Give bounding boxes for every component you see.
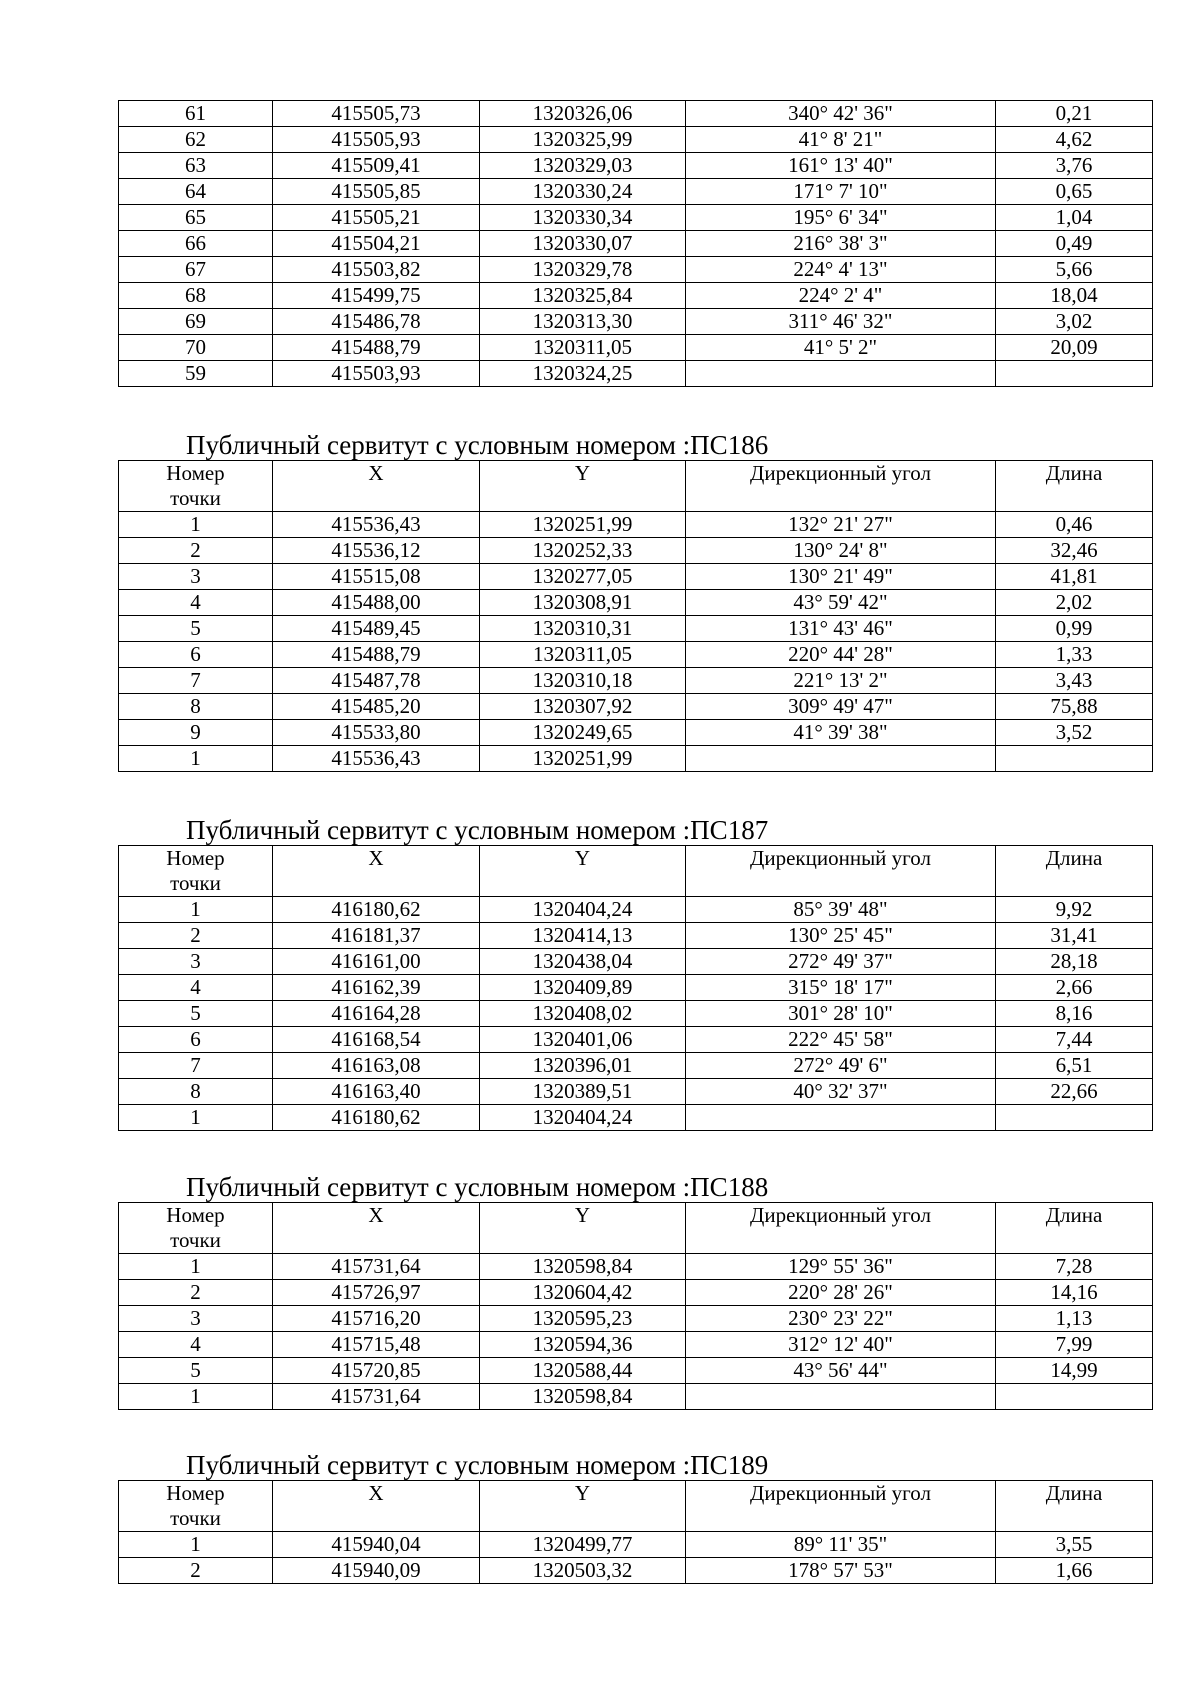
cell-point-number: 65 — [119, 205, 273, 231]
header-num-line1: Номер — [166, 1203, 225, 1227]
cell-x: 416168,54 — [273, 1027, 480, 1053]
cell-angle: 85° 39' 48" — [686, 897, 996, 923]
coordinates-table — [118, 1202, 1153, 1410]
section-ps188 — [118, 1172, 1153, 1410]
table-row — [119, 1254, 1153, 1280]
cell-x: 415505,85 — [273, 179, 480, 205]
cell-length: 0,21 — [996, 101, 1153, 127]
cell-x: 415485,20 — [273, 694, 480, 720]
section-title: Публичный сервитут с условным номером :ПС187 — [186, 815, 769, 845]
cell-y: 1320396,01 — [480, 1053, 686, 1079]
cell-point-number: 2 — [119, 1280, 273, 1306]
cell-length: 20,09 — [996, 335, 1153, 361]
cell-x: 415509,41 — [273, 153, 480, 179]
table-row — [119, 949, 1153, 975]
cell-point-number: 7 — [119, 668, 273, 694]
header-x: X — [273, 1481, 480, 1532]
table-row — [119, 257, 1153, 283]
table-row — [119, 746, 1153, 772]
cell-y: 1320330,34 — [480, 205, 686, 231]
cell-y: 1320329,78 — [480, 257, 686, 283]
cell-y: 1320401,06 — [480, 1027, 686, 1053]
cell-length: 0,99 — [996, 616, 1153, 642]
cell-point-number: 4 — [119, 1332, 273, 1358]
cell-angle: 312° 12' 40" — [686, 1332, 996, 1358]
table-row — [119, 283, 1153, 309]
cell-point-number: 62 — [119, 127, 273, 153]
cell-x: 415515,08 — [273, 564, 480, 590]
cell-length: 3,02 — [996, 309, 1153, 335]
coordinates-table — [118, 845, 1153, 1131]
cell-y: 1320404,24 — [480, 897, 686, 923]
cell-y: 1320307,92 — [480, 694, 686, 720]
header-num-line1: Номер — [166, 461, 225, 485]
cell-length: 7,44 — [996, 1027, 1153, 1053]
header-x: X — [273, 461, 480, 512]
cell-length: 7,99 — [996, 1332, 1153, 1358]
table-row — [119, 361, 1153, 387]
table-row — [119, 1358, 1153, 1384]
cell-y: 1320251,99 — [480, 746, 686, 772]
cell-y: 1320311,05 — [480, 335, 686, 361]
cell-point-number: 2 — [119, 1558, 273, 1584]
cell-length: 3,52 — [996, 720, 1153, 746]
cell-y: 1320249,65 — [480, 720, 686, 746]
cell-length: 1,66 — [996, 1558, 1153, 1584]
cell-x: 416180,62 — [273, 897, 480, 923]
cell-point-number: 6 — [119, 1027, 273, 1053]
cell-point-number: 1 — [119, 512, 273, 538]
cell-point-number: 63 — [119, 153, 273, 179]
cell-x: 416163,08 — [273, 1053, 480, 1079]
cell-angle: 309° 49' 47" — [686, 694, 996, 720]
cell-angle: 301° 28' 10" — [686, 1001, 996, 1027]
cell-point-number: 2 — [119, 923, 273, 949]
cell-angle: 272° 49' 37" — [686, 949, 996, 975]
cell-x: 415503,93 — [273, 361, 480, 387]
cell-x: 415536,12 — [273, 538, 480, 564]
cell-point-number: 8 — [119, 1079, 273, 1105]
section-ps187 — [118, 815, 1153, 1131]
header-x: X — [273, 1203, 480, 1254]
cell-point-number: 8 — [119, 694, 273, 720]
header-point-number — [119, 846, 273, 897]
cell-length — [996, 361, 1153, 387]
table-row — [119, 538, 1153, 564]
table-row — [119, 101, 1153, 127]
cell-x: 415533,80 — [273, 720, 480, 746]
table-header-row — [119, 461, 1153, 512]
cell-y: 1320310,18 — [480, 668, 686, 694]
cell-x: 415940,09 — [273, 1558, 480, 1584]
cell-angle — [686, 746, 996, 772]
cell-length: 5,66 — [996, 257, 1153, 283]
table-row — [119, 1306, 1153, 1332]
table-header-row — [119, 1203, 1153, 1254]
cell-angle: 41° 39' 38" — [686, 720, 996, 746]
cell-length: 1,13 — [996, 1306, 1153, 1332]
cell-x: 416181,37 — [273, 923, 480, 949]
cell-y: 1320325,84 — [480, 283, 686, 309]
cell-angle: 315° 18' 17" — [686, 975, 996, 1001]
cell-angle: 130° 25' 45" — [686, 923, 996, 949]
table-row — [119, 1558, 1153, 1584]
cell-x: 415720,85 — [273, 1358, 480, 1384]
cell-length: 9,92 — [996, 897, 1153, 923]
table-header-row — [119, 846, 1153, 897]
header-y: Y — [480, 1203, 686, 1254]
cell-angle: 222° 45' 58" — [686, 1027, 996, 1053]
section-title: Публичный сервитут с условным номером :ПС186 — [186, 430, 769, 460]
cell-x: 415731,64 — [273, 1254, 480, 1280]
cell-y: 1320414,13 — [480, 923, 686, 949]
table-continued-block — [118, 100, 1153, 387]
cell-angle: 224° 4' 13" — [686, 257, 996, 283]
cell-length: 22,66 — [996, 1079, 1153, 1105]
cell-length — [996, 746, 1153, 772]
cell-angle: 220° 28' 26" — [686, 1280, 996, 1306]
cell-x: 415504,21 — [273, 231, 480, 257]
cell-length: 31,41 — [996, 923, 1153, 949]
cell-y: 1320594,36 — [480, 1332, 686, 1358]
cell-y: 1320588,44 — [480, 1358, 686, 1384]
cell-point-number: 64 — [119, 179, 273, 205]
cell-angle: 220° 44' 28" — [686, 642, 996, 668]
header-num-line2: точки — [170, 871, 221, 895]
cell-length: 2,66 — [996, 975, 1153, 1001]
cell-y: 1320604,42 — [480, 1280, 686, 1306]
table-row — [119, 694, 1153, 720]
cell-point-number: 3 — [119, 1306, 273, 1332]
cell-length: 32,46 — [996, 538, 1153, 564]
cell-y: 1320313,30 — [480, 309, 686, 335]
cell-x: 415499,75 — [273, 283, 480, 309]
header-length: Длина — [996, 846, 1153, 897]
cell-point-number: 6 — [119, 642, 273, 668]
table-row — [119, 1280, 1153, 1306]
cell-y: 1320324,25 — [480, 361, 686, 387]
cell-y: 1320310,31 — [480, 616, 686, 642]
cell-point-number: 1 — [119, 1384, 273, 1410]
cell-length: 18,04 — [996, 283, 1153, 309]
cell-length: 3,43 — [996, 668, 1153, 694]
cell-x: 415731,64 — [273, 1384, 480, 1410]
coordinates-table-continued — [118, 100, 1153, 387]
table-row — [119, 1105, 1153, 1131]
cell-y: 1320326,06 — [480, 101, 686, 127]
cell-point-number: 69 — [119, 309, 273, 335]
cell-x: 416162,39 — [273, 975, 480, 1001]
cell-point-number: 61 — [119, 101, 273, 127]
cell-y: 1320308,91 — [480, 590, 686, 616]
cell-angle: 132° 21' 27" — [686, 512, 996, 538]
cell-point-number: 9 — [119, 720, 273, 746]
table-row — [119, 309, 1153, 335]
cell-length: 2,02 — [996, 590, 1153, 616]
cell-angle: 272° 49' 6" — [686, 1053, 996, 1079]
cell-length: 4,62 — [996, 127, 1153, 153]
cell-length: 1,33 — [996, 642, 1153, 668]
section-title: Публичный сервитут с условным номером :ПС189 — [186, 1450, 769, 1480]
cell-angle: 130° 24' 8" — [686, 538, 996, 564]
header-length: Длина — [996, 461, 1153, 512]
cell-length: 14,16 — [996, 1280, 1153, 1306]
header-x: X — [273, 846, 480, 897]
cell-point-number: 67 — [119, 257, 273, 283]
cell-length: 3,55 — [996, 1532, 1153, 1558]
header-num-line1: Номер — [166, 846, 225, 870]
cell-x: 416163,40 — [273, 1079, 480, 1105]
cell-x: 415503,82 — [273, 257, 480, 283]
coordinates-table — [118, 460, 1153, 772]
cell-x: 415505,73 — [273, 101, 480, 127]
cell-y: 1320252,33 — [480, 538, 686, 564]
cell-point-number: 1 — [119, 1105, 273, 1131]
cell-point-number: 70 — [119, 335, 273, 361]
cell-length: 7,28 — [996, 1254, 1153, 1280]
header-point-number — [119, 461, 273, 512]
cell-y: 1320404,24 — [480, 1105, 686, 1131]
cell-point-number: 1 — [119, 897, 273, 923]
cell-angle — [686, 361, 996, 387]
cell-point-number: 1 — [119, 746, 273, 772]
cell-x: 415716,20 — [273, 1306, 480, 1332]
header-point-number — [119, 1481, 273, 1532]
cell-y: 1320499,77 — [480, 1532, 686, 1558]
cell-y: 1320389,51 — [480, 1079, 686, 1105]
cell-x: 415489,45 — [273, 616, 480, 642]
table-row — [119, 179, 1153, 205]
header-num-line1: Номер — [166, 1481, 225, 1505]
cell-y: 1320595,23 — [480, 1306, 686, 1332]
cell-angle: 41° 8' 21" — [686, 127, 996, 153]
cell-angle: 43° 59' 42" — [686, 590, 996, 616]
table-row — [119, 923, 1153, 949]
header-y: Y — [480, 1481, 686, 1532]
cell-point-number: 4 — [119, 590, 273, 616]
cell-y: 1320503,32 — [480, 1558, 686, 1584]
coordinates-table — [118, 1480, 1153, 1584]
cell-length: 14,99 — [996, 1358, 1153, 1384]
cell-angle: 230° 23' 22" — [686, 1306, 996, 1332]
header-num-line2: точки — [170, 1228, 221, 1252]
cell-x: 416180,62 — [273, 1105, 480, 1131]
cell-y: 1320598,84 — [480, 1254, 686, 1280]
cell-x: 415505,93 — [273, 127, 480, 153]
cell-x: 415488,79 — [273, 642, 480, 668]
table-row — [119, 1001, 1153, 1027]
header-y: Y — [480, 846, 686, 897]
cell-angle: 89° 11' 35" — [686, 1532, 996, 1558]
cell-angle: 178° 57' 53" — [686, 1558, 996, 1584]
cell-angle: 195° 6' 34" — [686, 205, 996, 231]
cell-angle: 40° 32' 37" — [686, 1079, 996, 1105]
cell-y: 1320330,07 — [480, 231, 686, 257]
cell-angle: 216° 38' 3" — [686, 231, 996, 257]
cell-x: 415940,04 — [273, 1532, 480, 1558]
cell-angle — [686, 1384, 996, 1410]
header-angle: Дирекционный угол — [686, 846, 996, 897]
cell-angle: 43° 56' 44" — [686, 1358, 996, 1384]
cell-point-number: 66 — [119, 231, 273, 257]
section-ps189 — [118, 1450, 1153, 1584]
table-row — [119, 975, 1153, 1001]
cell-x: 415488,00 — [273, 590, 480, 616]
header-length: Длина — [996, 1203, 1153, 1254]
cell-point-number: 5 — [119, 1001, 273, 1027]
cell-x: 416164,28 — [273, 1001, 480, 1027]
table-row — [119, 153, 1153, 179]
cell-x: 416161,00 — [273, 949, 480, 975]
section-ps186 — [118, 430, 1153, 772]
cell-y: 1320409,89 — [480, 975, 686, 1001]
cell-angle — [686, 1105, 996, 1131]
cell-point-number: 3 — [119, 949, 273, 975]
header-num-line2: точки — [170, 486, 221, 510]
table-row — [119, 1027, 1153, 1053]
cell-y: 1320311,05 — [480, 642, 686, 668]
cell-point-number: 4 — [119, 975, 273, 1001]
header-point-number — [119, 1203, 273, 1254]
cell-angle: 171° 7' 10" — [686, 179, 996, 205]
header-angle: Дирекционный угол — [686, 1481, 996, 1532]
cell-y: 1320277,05 — [480, 564, 686, 590]
header-angle: Дирекционный угол — [686, 461, 996, 512]
cell-point-number: 1 — [119, 1254, 273, 1280]
cell-length — [996, 1384, 1153, 1410]
table-row — [119, 1053, 1153, 1079]
table-row — [119, 642, 1153, 668]
table-row — [119, 720, 1153, 746]
cell-angle: 130° 21' 49" — [686, 564, 996, 590]
cell-length: 3,76 — [996, 153, 1153, 179]
section-title: Публичный сервитут с условным номером :ПС188 — [186, 1172, 769, 1202]
cell-y: 1320408,02 — [480, 1001, 686, 1027]
header-length: Длина — [996, 1481, 1153, 1532]
cell-x: 415486,78 — [273, 309, 480, 335]
cell-y: 1320598,84 — [480, 1384, 686, 1410]
cell-y: 1320251,99 — [480, 512, 686, 538]
cell-angle: 340° 42' 36" — [686, 101, 996, 127]
table-row — [119, 668, 1153, 694]
cell-angle: 311° 46' 32" — [686, 309, 996, 335]
cell-x: 415505,21 — [273, 205, 480, 231]
cell-point-number: 5 — [119, 1358, 273, 1384]
table-row — [119, 231, 1153, 257]
cell-x: 415715,48 — [273, 1332, 480, 1358]
table-row — [119, 616, 1153, 642]
cell-x: 415536,43 — [273, 746, 480, 772]
table-row — [119, 127, 1153, 153]
cell-y: 1320329,03 — [480, 153, 686, 179]
table-row — [119, 1532, 1153, 1558]
cell-angle: 221° 13' 2" — [686, 668, 996, 694]
table-row — [119, 1332, 1153, 1358]
cell-angle: 161° 13' 40" — [686, 153, 996, 179]
cell-point-number: 5 — [119, 616, 273, 642]
cell-point-number: 59 — [119, 361, 273, 387]
cell-x: 415488,79 — [273, 335, 480, 361]
table-row — [119, 1384, 1153, 1410]
cell-point-number: 7 — [119, 1053, 273, 1079]
cell-length: 0,46 — [996, 512, 1153, 538]
cell-length: 28,18 — [996, 949, 1153, 975]
cell-x: 415536,43 — [273, 512, 480, 538]
cell-x: 415726,97 — [273, 1280, 480, 1306]
cell-length: 0,65 — [996, 179, 1153, 205]
cell-length: 1,04 — [996, 205, 1153, 231]
cell-length: 41,81 — [996, 564, 1153, 590]
table-row — [119, 897, 1153, 923]
table-row — [119, 205, 1153, 231]
cell-length: 75,88 — [996, 694, 1153, 720]
cell-length — [996, 1105, 1153, 1131]
header-num-line2: точки — [170, 1506, 221, 1530]
cell-point-number: 3 — [119, 564, 273, 590]
header-y: Y — [480, 461, 686, 512]
cell-x: 415487,78 — [273, 668, 480, 694]
cell-length: 0,49 — [996, 231, 1153, 257]
cell-point-number: 68 — [119, 283, 273, 309]
cell-angle: 41° 5' 2" — [686, 335, 996, 361]
header-angle: Дирекционный угол — [686, 1203, 996, 1254]
table-row — [119, 590, 1153, 616]
cell-length: 6,51 — [996, 1053, 1153, 1079]
table-header-row — [119, 1481, 1153, 1532]
cell-angle: 131° 43' 46" — [686, 616, 996, 642]
cell-y: 1320325,99 — [480, 127, 686, 153]
cell-point-number: 1 — [119, 1532, 273, 1558]
cell-length: 8,16 — [996, 1001, 1153, 1027]
table-row — [119, 512, 1153, 538]
table-row — [119, 564, 1153, 590]
cell-angle: 129° 55' 36" — [686, 1254, 996, 1280]
cell-point-number: 2 — [119, 538, 273, 564]
cell-angle: 224° 2' 4" — [686, 283, 996, 309]
table-row — [119, 1079, 1153, 1105]
cell-y: 1320330,24 — [480, 179, 686, 205]
cell-y: 1320438,04 — [480, 949, 686, 975]
table-row — [119, 335, 1153, 361]
